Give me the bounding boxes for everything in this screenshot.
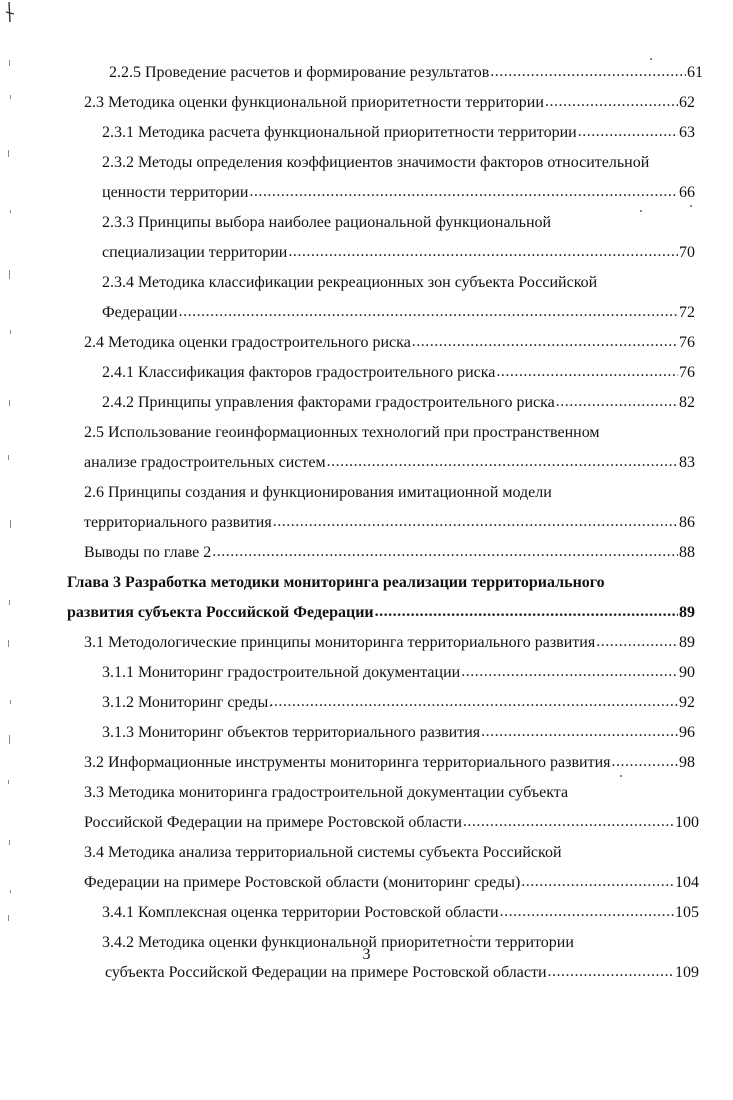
toc-entry-title: 2.3.1 Методика расчета функциональной приоритетности территории [102, 124, 577, 141]
toc-entry-page: 92 [679, 694, 695, 711]
toc-entry [84, 628, 695, 658]
dot-leader [545, 87, 678, 117]
dot-leader [596, 627, 678, 657]
dot-leader [269, 687, 678, 717]
toc-entry-title: 3.1.3 Мониторинг объектов территориального развития [102, 724, 481, 741]
toc-entry [84, 328, 695, 358]
toc-entry-title: 2.4.1 Классификация факторов градостроительного риска [102, 364, 496, 381]
dot-leader [556, 387, 678, 417]
toc-entry [102, 718, 695, 748]
toc-entry-page: 72 [679, 304, 695, 321]
toc-entry-title: 3.1 Методологические принципы мониторинга территориального развития [84, 634, 596, 651]
toc-entry-title-line2: Российской Федерации на примере Ростовской области [84, 814, 462, 831]
toc-entry-page: 62 [679, 94, 695, 111]
toc-entry-title-line1: 3.4 Методика анализа территориальной системы субъекта Российской [84, 844, 562, 861]
toc-entry-title-line1: 2.3.2 Методы определения коэффициентов значимости факторов относительной [102, 154, 650, 171]
toc-entry [102, 658, 695, 688]
toc-entry [102, 118, 695, 148]
page-number: 3 [362, 946, 371, 963]
toc-entry-title-line1: 2.6 Принципы создания и функционирования имитационной модели [84, 484, 552, 501]
toc-entry [84, 778, 699, 838]
toc-entry-title-line2: Федерации [102, 304, 178, 321]
dot-leader [288, 237, 678, 267]
dot-leader [521, 867, 674, 897]
toc-entry [84, 838, 699, 898]
toc-entry [102, 208, 695, 268]
toc-entry [109, 58, 703, 88]
dot-leader [249, 177, 678, 207]
toc-entry-page: 104 [675, 874, 699, 891]
toc-entry-title-line1: 2.5 Использование геоинформационных технологий при пространственном [84, 424, 600, 441]
dot-leader [412, 327, 678, 357]
toc-entry-title: 3.4.1 Комплексная оценка территории Ростовской области [102, 904, 499, 921]
toc-entry-title-line1: 2.3.3 Принципы выбора наиболее рациональной функциональной [102, 214, 552, 231]
toc-entry-title-line2: территориального развития [84, 514, 272, 531]
toc-entry-title-line1: 3.3 Методика мониторинга градостроительной документации субъекта [84, 784, 569, 801]
toc-entry-title-line2: специализации территории [102, 244, 288, 261]
toc-entry-title: 2.4.2 Принципы управления факторами градостроительного риска [102, 394, 555, 411]
toc-entry-title-line1: Глава 3 Разработка методики мониторинга реализации территориального [67, 574, 605, 591]
toc-entry [84, 88, 695, 118]
toc-entry-title: 2.4 Методика оценки градостроительного риска [84, 334, 411, 351]
toc-entry-page: 63 [679, 124, 695, 141]
toc-entry [102, 898, 699, 928]
toc-entry-page: 105 [675, 904, 699, 921]
dot-leader [375, 597, 678, 627]
dot-leader [612, 747, 678, 777]
toc-entry-title-line1: 3.4.2 Методика оценки функциональной приоритетности территории [102, 934, 574, 951]
toc-entry-title-line1: 2.3.4 Методика классификации рекреационных зон субъекта Российской [102, 274, 598, 291]
toc-entry-page: 82 [679, 394, 695, 411]
toc-entry-page: 83 [679, 454, 695, 471]
dot-leader [496, 357, 678, 387]
dot-leader [481, 717, 678, 747]
toc-chapter-entry [67, 568, 695, 628]
toc-entry-title: 3.1.1 Мониторинг градостроительной документации [102, 664, 461, 681]
dot-leader [179, 297, 678, 327]
toc-entry [102, 268, 695, 328]
toc-entry-page: 61 [687, 64, 703, 81]
toc-entry [102, 688, 695, 718]
toc-entry-title: 2.2.5 Проведение расчетов и формирование результатов [109, 64, 490, 81]
dot-leader [463, 807, 674, 837]
toc-entry [102, 358, 695, 388]
dot-leader [327, 447, 678, 477]
toc-entry-page: 76 [679, 334, 695, 351]
toc-entry [84, 418, 695, 478]
toc-entry-title: 2.3 Методика оценки функциональной приоритетности территории [84, 94, 544, 111]
toc-entry-page: 90 [679, 664, 695, 681]
toc-entry-title-line2: развития субъекта Российской Федерации [67, 604, 374, 621]
toc-entry-page: 89 [679, 634, 695, 651]
toc-entry [84, 478, 695, 538]
dot-leader [273, 507, 678, 537]
dot-leader [212, 537, 678, 567]
dot-leader [500, 897, 674, 927]
toc-entry-title-line2: ценности территории [102, 184, 249, 201]
toc-entry-page: 100 [675, 814, 699, 831]
table-of-contents [0, 58, 733, 988]
toc-entry-page: 66 [679, 184, 695, 201]
toc-entry-page: 88 [679, 544, 695, 561]
toc-entry-title-line2: анализе градостроительных систем [84, 454, 326, 471]
toc-entry-title: 3.1.2 Мониторинг среды [102, 694, 269, 711]
toc-entry-title-line2: субъекта Российской Федерации на примере Ростовской области [105, 964, 547, 981]
toc-entry-title: Выводы по главе 2 [84, 544, 212, 561]
toc-entry-title: 3.2 Информационные инструменты мониторинга территориального развития [84, 754, 611, 771]
toc-entry [102, 388, 695, 418]
toc-entry-page: 70 [679, 244, 695, 261]
dot-leader [578, 117, 678, 147]
toc-entry-page: 98 [679, 754, 695, 771]
toc-entry-page: 89 [679, 604, 695, 621]
toc-entry [84, 538, 695, 568]
toc-entry-page: 109 [675, 964, 699, 981]
toc-entry [84, 748, 695, 778]
dot-leader [490, 57, 686, 87]
toc-entry-page: 86 [679, 514, 695, 531]
dot-leader [461, 657, 678, 687]
toc-entry [102, 148, 695, 208]
toc-entry-title-line2: Федерации на примере Ростовской области (мониторинг среды) [84, 874, 521, 891]
toc-entry-page: 76 [679, 364, 695, 381]
toc-entry-page: 96 [679, 724, 695, 741]
